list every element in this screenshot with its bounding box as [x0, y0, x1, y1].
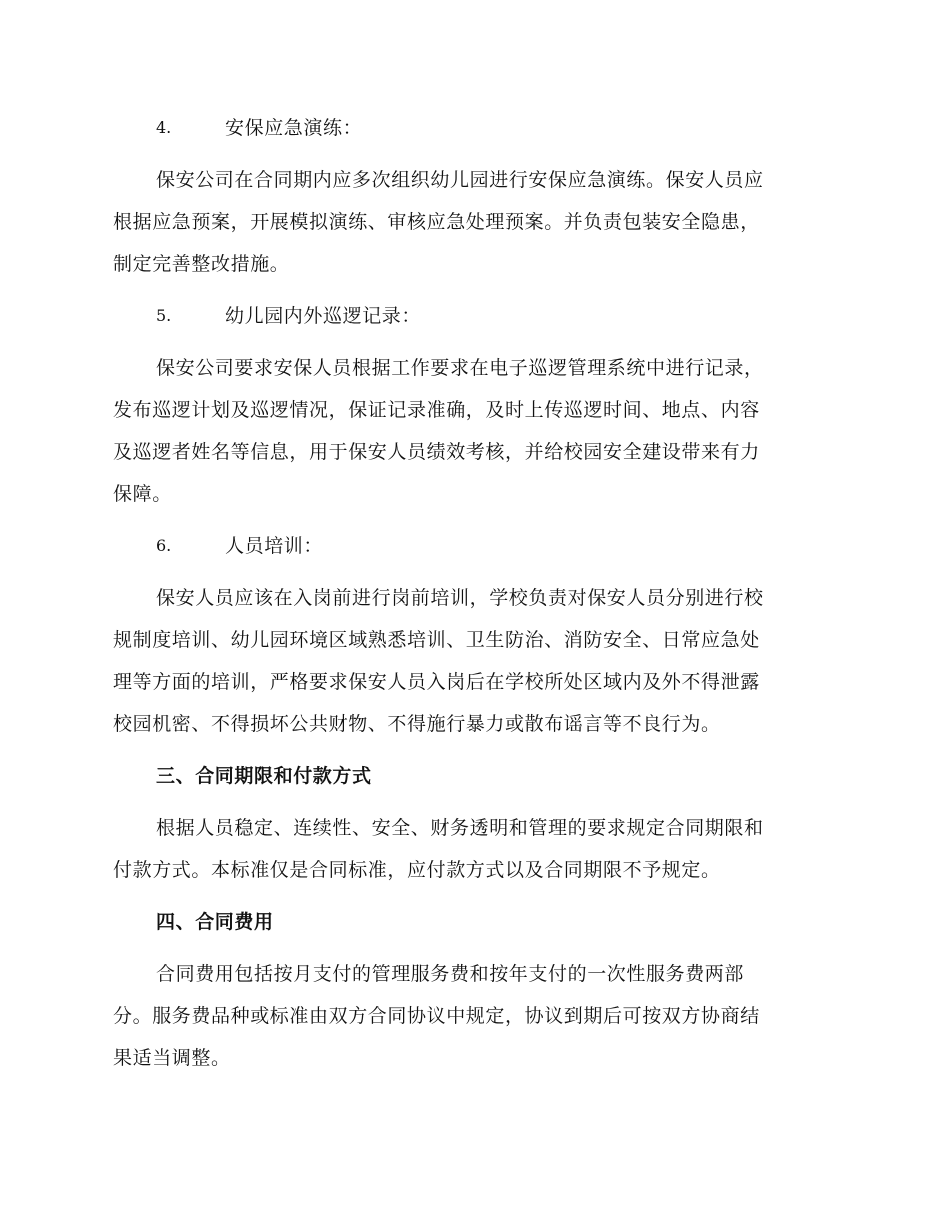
item-title: 安保应急演练： — [225, 117, 363, 139]
paragraph-line: 保安公司在合同期内应多次组织幼儿园进行安保应急演练。保安人员应 — [156, 169, 764, 191]
paragraph-line: 理等方面的培训，严格要求保安人员入岗后在学校所处区域内及外不得泄露 — [113, 671, 760, 693]
paragraph-line: 制定完善整改措施。 — [113, 253, 290, 275]
paragraph-line: 保障。 — [113, 483, 172, 505]
paragraph-line: 发布巡逻计划及巡逻情况，保证记录准确，及时上传巡逻时间、地点、内容 — [113, 399, 760, 421]
paragraph-line: 根据人员稳定、连续性、安全、财务透明和管理的要求规定合同期限和 — [156, 817, 764, 839]
section-heading: 三、合同期限和付款方式 — [156, 765, 372, 787]
paragraph-line: 校园机密、不得损坏公共财物、不得施行暴力或散布谣言等不良行为。 — [113, 713, 721, 735]
paragraph-line: 合同费用包括按月支付的管理服务费和按年支付的一次性服务费两部 — [156, 963, 745, 985]
item-number: 5. — [156, 306, 172, 325]
item-title: 幼儿园内外巡逻记录： — [225, 305, 422, 327]
paragraph-line: 付款方式。本标准仅是合同标准，应付款方式以及合同期限不予规定。 — [113, 859, 721, 881]
item-title: 人员培训： — [225, 535, 324, 557]
paragraph-line: 根据应急预案，开展模拟演练、审核应急处理预案。并负责包装安全隐患， — [113, 211, 760, 233]
item-number: 6. — [156, 536, 172, 555]
paragraph-line: 分。服务费品种或标准由双方合同协议中规定，协议到期后可按双方协商结 — [113, 1005, 760, 1027]
paragraph-line: 规制度培训、幼儿园环境区域熟悉培训、卫生防治、消防安全、日常应急处 — [113, 629, 760, 651]
paragraph-line: 果适当调整。 — [113, 1047, 231, 1069]
section-heading: 四、合同费用 — [156, 911, 274, 933]
paragraph-line: 保安公司要求安保人员根据工作要求在电子巡逻管理系统中进行记录， — [156, 357, 764, 379]
item-number: 4. — [156, 118, 172, 137]
paragraph-line: 保安人员应该在入岗前进行岗前培训，学校负责对保安人员分别进行校 — [156, 587, 764, 609]
paragraph-line: 及巡逻者姓名等信息，用于保安人员绩效考核，并给校园安全建设带来有力 — [113, 441, 760, 463]
